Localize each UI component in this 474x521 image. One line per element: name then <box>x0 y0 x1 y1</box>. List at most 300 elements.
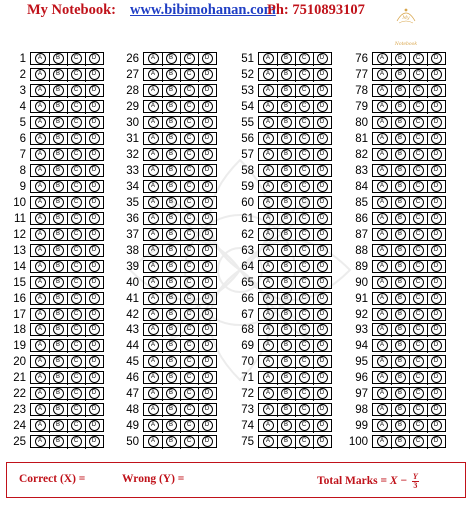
option-bubble-d[interactable]: D <box>202 149 213 160</box>
option-bubble-d[interactable]: D <box>431 85 442 96</box>
option-bubble-a[interactable]: A <box>148 261 159 272</box>
option-bubble-d[interactable]: D <box>317 229 328 240</box>
option-bubble-a[interactable]: A <box>377 101 388 112</box>
option-bubble-b[interactable]: B <box>53 101 64 112</box>
option-bubble-d[interactable]: D <box>431 213 442 224</box>
option-bubble-a[interactable]: A <box>148 340 159 351</box>
option-bubble-c[interactable]: C <box>71 309 82 320</box>
option-bubble-c[interactable]: C <box>299 420 310 431</box>
option-bubble-b[interactable]: B <box>166 420 177 431</box>
option-bubble-a[interactable]: A <box>263 277 274 288</box>
option-bubble-a[interactable]: A <box>35 213 46 224</box>
option-bubble-a[interactable]: A <box>377 69 388 80</box>
option-bubble-d[interactable]: D <box>431 356 442 367</box>
option-bubble-c[interactable]: C <box>184 388 195 399</box>
option-bubble-b[interactable]: B <box>281 356 292 367</box>
option-bubble-d[interactable]: D <box>431 293 442 304</box>
option-bubble-b[interactable]: B <box>281 420 292 431</box>
option-bubble-b[interactable]: B <box>281 197 292 208</box>
option-bubble-d[interactable]: D <box>431 340 442 351</box>
option-bubble-b[interactable]: B <box>53 420 64 431</box>
option-bubble-d[interactable]: D <box>431 261 442 272</box>
option-bubble-d[interactable]: D <box>431 165 442 176</box>
option-bubble-c[interactable]: C <box>299 245 310 256</box>
option-bubble-a[interactable]: A <box>263 404 274 415</box>
option-bubble-b[interactable]: B <box>166 133 177 144</box>
option-bubble-b[interactable]: B <box>281 372 292 383</box>
option-bubble-c[interactable]: C <box>184 213 195 224</box>
option-bubble-b[interactable]: B <box>166 293 177 304</box>
option-bubble-a[interactable]: A <box>35 149 46 160</box>
option-bubble-c[interactable]: C <box>71 324 82 335</box>
option-bubble-a[interactable]: A <box>35 229 46 240</box>
option-bubble-b[interactable]: B <box>395 324 406 335</box>
option-bubble-a[interactable]: A <box>377 309 388 320</box>
option-bubble-d[interactable]: D <box>89 261 100 272</box>
option-bubble-c[interactable]: C <box>184 149 195 160</box>
option-bubble-d[interactable]: D <box>202 436 213 447</box>
option-bubble-a[interactable]: A <box>377 53 388 64</box>
option-bubble-c[interactable]: C <box>299 133 310 144</box>
option-bubble-a[interactable]: A <box>148 53 159 64</box>
option-bubble-a[interactable]: A <box>263 117 274 128</box>
option-bubble-d[interactable]: D <box>202 181 213 192</box>
option-bubble-a[interactable]: A <box>377 420 388 431</box>
option-bubble-b[interactable]: B <box>53 117 64 128</box>
option-bubble-c[interactable]: C <box>184 101 195 112</box>
option-bubble-a[interactable]: A <box>263 309 274 320</box>
option-bubble-b[interactable]: B <box>53 404 64 415</box>
option-bubble-b[interactable]: B <box>166 277 177 288</box>
option-bubble-b[interactable]: B <box>395 165 406 176</box>
option-bubble-d[interactable]: D <box>202 356 213 367</box>
option-bubble-a[interactable]: A <box>148 293 159 304</box>
option-bubble-a[interactable]: A <box>377 372 388 383</box>
option-bubble-d[interactable]: D <box>202 245 213 256</box>
option-bubble-a[interactable]: A <box>263 85 274 96</box>
option-bubble-d[interactable]: D <box>202 85 213 96</box>
option-bubble-d[interactable]: D <box>317 404 328 415</box>
option-bubble-a[interactable]: A <box>148 133 159 144</box>
option-bubble-b[interactable]: B <box>281 388 292 399</box>
option-bubble-c[interactable]: C <box>71 197 82 208</box>
option-bubble-c[interactable]: C <box>184 340 195 351</box>
option-bubble-c[interactable]: C <box>71 277 82 288</box>
option-bubble-d[interactable]: D <box>317 324 328 335</box>
option-bubble-c[interactable]: C <box>413 324 424 335</box>
option-bubble-c[interactable]: C <box>299 324 310 335</box>
option-bubble-b[interactable]: B <box>281 436 292 447</box>
option-bubble-d[interactable]: D <box>202 213 213 224</box>
option-bubble-b[interactable]: B <box>395 404 406 415</box>
option-bubble-d[interactable]: D <box>317 372 328 383</box>
option-bubble-d[interactable]: D <box>202 324 213 335</box>
option-bubble-c[interactable]: C <box>299 197 310 208</box>
option-bubble-a[interactable]: A <box>35 356 46 367</box>
option-bubble-c[interactable]: C <box>184 69 195 80</box>
option-bubble-d[interactable]: D <box>317 53 328 64</box>
option-bubble-d[interactable]: D <box>317 277 328 288</box>
option-bubble-a[interactable]: A <box>263 436 274 447</box>
option-bubble-b[interactable]: B <box>395 309 406 320</box>
option-bubble-d[interactable]: D <box>317 85 328 96</box>
option-bubble-c[interactable]: C <box>71 404 82 415</box>
option-bubble-b[interactable]: B <box>53 277 64 288</box>
option-bubble-d[interactable]: D <box>202 261 213 272</box>
option-bubble-a[interactable]: A <box>377 213 388 224</box>
option-bubble-b[interactable]: B <box>166 53 177 64</box>
option-bubble-c[interactable]: C <box>71 53 82 64</box>
option-bubble-a[interactable]: A <box>148 149 159 160</box>
option-bubble-c[interactable]: C <box>299 340 310 351</box>
option-bubble-c[interactable]: C <box>413 261 424 272</box>
option-bubble-a[interactable]: A <box>377 197 388 208</box>
option-bubble-d[interactable]: D <box>89 277 100 288</box>
option-bubble-a[interactable]: A <box>148 245 159 256</box>
option-bubble-a[interactable]: A <box>263 388 274 399</box>
option-bubble-c[interactable]: C <box>184 356 195 367</box>
option-bubble-c[interactable]: C <box>299 356 310 367</box>
option-bubble-a[interactable]: A <box>35 340 46 351</box>
option-bubble-a[interactable]: A <box>377 261 388 272</box>
option-bubble-c[interactable]: C <box>413 133 424 144</box>
option-bubble-b[interactable]: B <box>166 85 177 96</box>
option-bubble-c[interactable]: C <box>71 165 82 176</box>
option-bubble-d[interactable]: D <box>202 277 213 288</box>
option-bubble-a[interactable]: A <box>148 85 159 96</box>
option-bubble-c[interactable]: C <box>299 261 310 272</box>
option-bubble-a[interactable]: A <box>148 436 159 447</box>
option-bubble-c[interactable]: C <box>413 69 424 80</box>
option-bubble-a[interactable]: A <box>35 165 46 176</box>
option-bubble-a[interactable]: A <box>377 293 388 304</box>
option-bubble-d[interactable]: D <box>202 229 213 240</box>
option-bubble-b[interactable]: B <box>281 245 292 256</box>
option-bubble-b[interactable]: B <box>166 436 177 447</box>
option-bubble-d[interactable]: D <box>317 293 328 304</box>
option-bubble-b[interactable]: B <box>395 149 406 160</box>
option-bubble-a[interactable]: A <box>263 213 274 224</box>
option-bubble-c[interactable]: C <box>184 309 195 320</box>
option-bubble-b[interactable]: B <box>166 149 177 160</box>
option-bubble-b[interactable]: B <box>281 117 292 128</box>
option-bubble-d[interactable]: D <box>89 293 100 304</box>
option-bubble-d[interactable]: D <box>431 436 442 447</box>
option-bubble-b[interactable]: B <box>166 181 177 192</box>
option-bubble-a[interactable]: A <box>377 436 388 447</box>
option-bubble-d[interactable]: D <box>202 309 213 320</box>
option-bubble-a[interactable]: A <box>263 229 274 240</box>
option-bubble-c[interactable]: C <box>184 197 195 208</box>
option-bubble-b[interactable]: B <box>281 181 292 192</box>
option-bubble-a[interactable]: A <box>263 53 274 64</box>
option-bubble-d[interactable]: D <box>89 197 100 208</box>
option-bubble-d[interactable]: D <box>317 261 328 272</box>
option-bubble-c[interactable]: C <box>71 372 82 383</box>
option-bubble-c[interactable]: C <box>299 181 310 192</box>
option-bubble-c[interactable]: C <box>71 436 82 447</box>
option-bubble-b[interactable]: B <box>395 293 406 304</box>
option-bubble-b[interactable]: B <box>395 245 406 256</box>
option-bubble-d[interactable]: D <box>202 388 213 399</box>
option-bubble-a[interactable]: A <box>377 277 388 288</box>
option-bubble-d[interactable]: D <box>202 53 213 64</box>
option-bubble-c[interactable]: C <box>71 149 82 160</box>
option-bubble-a[interactable]: A <box>35 404 46 415</box>
option-bubble-b[interactable]: B <box>395 420 406 431</box>
option-bubble-c[interactable]: C <box>71 356 82 367</box>
option-bubble-a[interactable]: A <box>263 340 274 351</box>
option-bubble-b[interactable]: B <box>395 277 406 288</box>
option-bubble-c[interactable]: C <box>299 213 310 224</box>
option-bubble-d[interactable]: D <box>431 404 442 415</box>
option-bubble-c[interactable]: C <box>184 420 195 431</box>
option-bubble-a[interactable]: A <box>263 133 274 144</box>
option-bubble-d[interactable]: D <box>89 69 100 80</box>
option-bubble-c[interactable]: C <box>184 436 195 447</box>
option-bubble-d[interactable]: D <box>89 85 100 96</box>
option-bubble-a[interactable]: A <box>263 420 274 431</box>
option-bubble-c[interactable]: C <box>413 117 424 128</box>
option-bubble-d[interactable]: D <box>202 372 213 383</box>
website-link[interactable]: www.bibimohanan.com <box>130 2 276 18</box>
option-bubble-a[interactable]: A <box>35 117 46 128</box>
option-bubble-a[interactable]: A <box>263 165 274 176</box>
option-bubble-a[interactable]: A <box>148 404 159 415</box>
option-bubble-a[interactable]: A <box>377 404 388 415</box>
option-bubble-a[interactable]: A <box>148 117 159 128</box>
option-bubble-b[interactable]: B <box>281 69 292 80</box>
option-bubble-b[interactable]: B <box>53 197 64 208</box>
option-bubble-a[interactable]: A <box>148 69 159 80</box>
option-bubble-c[interactable]: C <box>71 213 82 224</box>
option-bubble-b[interactable]: B <box>53 53 64 64</box>
option-bubble-c[interactable]: C <box>413 85 424 96</box>
option-bubble-c[interactable]: C <box>71 133 82 144</box>
option-bubble-a[interactable]: A <box>377 149 388 160</box>
option-bubble-d[interactable]: D <box>89 404 100 415</box>
option-bubble-b[interactable]: B <box>53 149 64 160</box>
option-bubble-c[interactable]: C <box>299 165 310 176</box>
option-bubble-c[interactable]: C <box>299 85 310 96</box>
option-bubble-b[interactable]: B <box>53 229 64 240</box>
option-bubble-b[interactable]: B <box>53 372 64 383</box>
option-bubble-c[interactable]: C <box>299 388 310 399</box>
option-bubble-c[interactable]: C <box>413 181 424 192</box>
option-bubble-a[interactable]: A <box>263 69 274 80</box>
option-bubble-b[interactable]: B <box>166 117 177 128</box>
option-bubble-b[interactable]: B <box>166 324 177 335</box>
option-bubble-a[interactable]: A <box>148 420 159 431</box>
option-bubble-b[interactable]: B <box>281 213 292 224</box>
option-bubble-d[interactable]: D <box>431 117 442 128</box>
option-bubble-d[interactable]: D <box>431 229 442 240</box>
option-bubble-d[interactable]: D <box>202 340 213 351</box>
option-bubble-d[interactable]: D <box>317 101 328 112</box>
option-bubble-b[interactable]: B <box>281 293 292 304</box>
option-bubble-b[interactable]: B <box>395 340 406 351</box>
option-bubble-c[interactable]: C <box>184 229 195 240</box>
option-bubble-a[interactable]: A <box>377 133 388 144</box>
option-bubble-b[interactable]: B <box>53 309 64 320</box>
option-bubble-b[interactable]: B <box>395 436 406 447</box>
option-bubble-d[interactable]: D <box>89 372 100 383</box>
option-bubble-b[interactable]: B <box>395 85 406 96</box>
option-bubble-c[interactable]: C <box>71 340 82 351</box>
option-bubble-a[interactable]: A <box>35 420 46 431</box>
option-bubble-b[interactable]: B <box>166 261 177 272</box>
option-bubble-c[interactable]: C <box>413 293 424 304</box>
option-bubble-d[interactable]: D <box>317 340 328 351</box>
option-bubble-d[interactable]: D <box>431 181 442 192</box>
option-bubble-d[interactable]: D <box>431 277 442 288</box>
option-bubble-c[interactable]: C <box>413 356 424 367</box>
option-bubble-d[interactable]: D <box>317 149 328 160</box>
option-bubble-b[interactable]: B <box>395 69 406 80</box>
option-bubble-a[interactable]: A <box>148 229 159 240</box>
option-bubble-d[interactable]: D <box>202 101 213 112</box>
option-bubble-d[interactable]: D <box>89 149 100 160</box>
option-bubble-d[interactable]: D <box>89 436 100 447</box>
option-bubble-b[interactable]: B <box>166 229 177 240</box>
option-bubble-d[interactable]: D <box>89 133 100 144</box>
option-bubble-c[interactable]: C <box>71 388 82 399</box>
option-bubble-b[interactable]: B <box>53 436 64 447</box>
option-bubble-c[interactable]: C <box>413 245 424 256</box>
option-bubble-c[interactable]: C <box>413 229 424 240</box>
option-bubble-c[interactable]: C <box>299 101 310 112</box>
option-bubble-c[interactable]: C <box>299 149 310 160</box>
option-bubble-d[interactable]: D <box>89 213 100 224</box>
option-bubble-d[interactable]: D <box>431 245 442 256</box>
option-bubble-d[interactable]: D <box>89 181 100 192</box>
option-bubble-b[interactable]: B <box>281 309 292 320</box>
option-bubble-a[interactable]: A <box>35 133 46 144</box>
option-bubble-a[interactable]: A <box>263 197 274 208</box>
option-bubble-d[interactable]: D <box>431 309 442 320</box>
option-bubble-d[interactable]: D <box>89 53 100 64</box>
option-bubble-d[interactable]: D <box>317 213 328 224</box>
option-bubble-d[interactable]: D <box>317 165 328 176</box>
option-bubble-b[interactable]: B <box>395 117 406 128</box>
option-bubble-c[interactable]: C <box>184 261 195 272</box>
option-bubble-a[interactable]: A <box>35 245 46 256</box>
option-bubble-c[interactable]: C <box>71 229 82 240</box>
option-bubble-c[interactable]: C <box>71 261 82 272</box>
option-bubble-b[interactable]: B <box>395 261 406 272</box>
option-bubble-d[interactable]: D <box>431 69 442 80</box>
option-bubble-b[interactable]: B <box>281 277 292 288</box>
option-bubble-b[interactable]: B <box>53 165 64 176</box>
option-bubble-a[interactable]: A <box>377 356 388 367</box>
option-bubble-c[interactable]: C <box>184 53 195 64</box>
option-bubble-c[interactable]: C <box>71 101 82 112</box>
option-bubble-c[interactable]: C <box>413 404 424 415</box>
option-bubble-b[interactable]: B <box>281 133 292 144</box>
option-bubble-a[interactable]: A <box>35 293 46 304</box>
option-bubble-d[interactable]: D <box>317 420 328 431</box>
option-bubble-a[interactable]: A <box>148 213 159 224</box>
option-bubble-d[interactable]: D <box>202 69 213 80</box>
option-bubble-c[interactable]: C <box>413 165 424 176</box>
option-bubble-b[interactable]: B <box>166 245 177 256</box>
option-bubble-c[interactable]: C <box>413 149 424 160</box>
option-bubble-a[interactable]: A <box>377 85 388 96</box>
option-bubble-d[interactable]: D <box>202 117 213 128</box>
option-bubble-a[interactable]: A <box>263 149 274 160</box>
option-bubble-c[interactable]: C <box>299 309 310 320</box>
option-bubble-a[interactable]: A <box>35 324 46 335</box>
option-bubble-a[interactable]: A <box>35 197 46 208</box>
option-bubble-d[interactable]: D <box>89 245 100 256</box>
option-bubble-b[interactable]: B <box>53 181 64 192</box>
option-bubble-a[interactable]: A <box>35 277 46 288</box>
option-bubble-b[interactable]: B <box>281 229 292 240</box>
option-bubble-b[interactable]: B <box>395 229 406 240</box>
option-bubble-a[interactable]: A <box>263 261 274 272</box>
option-bubble-b[interactable]: B <box>53 388 64 399</box>
option-bubble-c[interactable]: C <box>71 245 82 256</box>
option-bubble-b[interactable]: B <box>53 133 64 144</box>
option-bubble-a[interactable]: A <box>148 181 159 192</box>
option-bubble-b[interactable]: B <box>281 261 292 272</box>
option-bubble-a[interactable]: A <box>148 372 159 383</box>
option-bubble-c[interactable]: C <box>299 436 310 447</box>
option-bubble-a[interactable]: A <box>263 181 274 192</box>
option-bubble-c[interactable]: C <box>184 85 195 96</box>
option-bubble-a[interactable]: A <box>35 261 46 272</box>
option-bubble-a[interactable]: A <box>263 324 274 335</box>
option-bubble-a[interactable]: A <box>148 356 159 367</box>
option-bubble-b[interactable]: B <box>166 356 177 367</box>
option-bubble-a[interactable]: A <box>377 340 388 351</box>
option-bubble-c[interactable]: C <box>413 101 424 112</box>
option-bubble-a[interactable]: A <box>35 372 46 383</box>
option-bubble-c[interactable]: C <box>413 53 424 64</box>
option-bubble-c[interactable]: C <box>71 181 82 192</box>
option-bubble-b[interactable]: B <box>166 165 177 176</box>
option-bubble-b[interactable]: B <box>166 69 177 80</box>
option-bubble-d[interactable]: D <box>431 149 442 160</box>
option-bubble-c[interactable]: C <box>71 420 82 431</box>
option-bubble-a[interactable]: A <box>263 293 274 304</box>
option-bubble-c[interactable]: C <box>184 324 195 335</box>
option-bubble-b[interactable]: B <box>166 309 177 320</box>
option-bubble-b[interactable]: B <box>166 197 177 208</box>
option-bubble-a[interactable]: A <box>35 436 46 447</box>
option-bubble-a[interactable]: A <box>35 388 46 399</box>
option-bubble-d[interactable]: D <box>431 372 442 383</box>
option-bubble-c[interactable]: C <box>413 420 424 431</box>
option-bubble-a[interactable]: A <box>263 372 274 383</box>
option-bubble-d[interactable]: D <box>317 69 328 80</box>
option-bubble-d[interactable]: D <box>89 309 100 320</box>
option-bubble-d[interactable]: D <box>317 388 328 399</box>
option-bubble-b[interactable]: B <box>281 101 292 112</box>
option-bubble-b[interactable]: B <box>395 53 406 64</box>
option-bubble-c[interactable]: C <box>184 245 195 256</box>
option-bubble-c[interactable]: C <box>299 293 310 304</box>
option-bubble-a[interactable]: A <box>35 309 46 320</box>
option-bubble-d[interactable]: D <box>431 53 442 64</box>
option-bubble-c[interactable]: C <box>299 229 310 240</box>
option-bubble-b[interactable]: B <box>166 404 177 415</box>
option-bubble-b[interactable]: B <box>395 133 406 144</box>
option-bubble-c[interactable]: C <box>413 197 424 208</box>
option-bubble-d[interactable]: D <box>431 324 442 335</box>
option-bubble-b[interactable]: B <box>53 245 64 256</box>
option-bubble-c[interactable]: C <box>413 277 424 288</box>
